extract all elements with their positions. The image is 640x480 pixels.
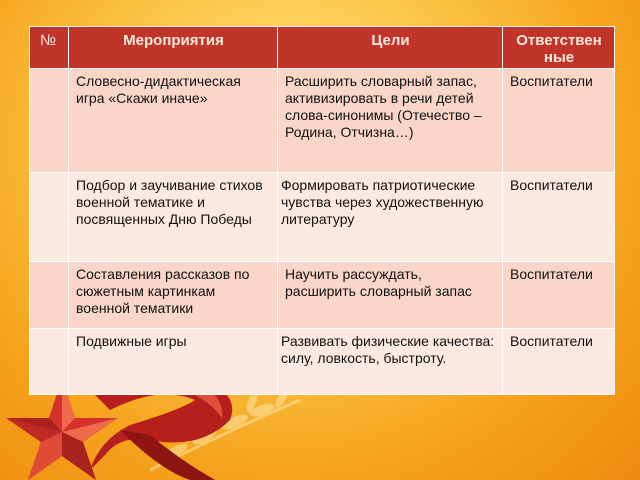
cell-responsible: Воспитатели — [503, 69, 615, 173]
cell-goal: Научить рассуждать, расширить словарный запас — [278, 262, 503, 329]
table-row — [30, 69, 615, 173]
cell-event: Составления рассказов по сюжетным картинкам военной тематики — [69, 262, 278, 329]
cell-event: Словесно-дидактическая игра «Скажи иначе» — [69, 69, 278, 173]
cell-number — [30, 69, 69, 173]
table-row — [30, 262, 615, 329]
events-table — [29, 26, 615, 395]
table-header-row — [30, 27, 615, 69]
cell-goal: Формировать патриотические чувства через художественную литературу — [278, 173, 503, 262]
header-responsible: Ответствен ные — [503, 27, 615, 69]
header-goals: Цели — [278, 27, 503, 69]
laurel-branch-icon — [150, 386, 300, 470]
cell-event: Подбор и заучивание стихов военной тематике и посвященных Дню Победы — [69, 173, 278, 262]
cell-responsible: Воспитатели — [503, 173, 615, 262]
cell-goal: Развивать физические качества: силу, ловкость, быстроту. — [278, 329, 503, 395]
cell-responsible: Воспитатели — [503, 262, 615, 329]
cell-event: Подвижные игры — [69, 329, 278, 395]
table-row — [30, 329, 615, 395]
cell-goal: Расширить словарный запас, активизировать в речи детей слова-синонимы (Отечество – Родина, Отчизна…) — [278, 69, 503, 173]
cell-number — [30, 262, 69, 329]
cell-number — [30, 173, 69, 262]
header-events: Мероприятия — [69, 27, 278, 69]
table-row — [30, 173, 615, 262]
header-number: № — [30, 27, 69, 69]
cell-responsible: Воспитатели — [503, 329, 615, 395]
cell-number — [30, 329, 69, 395]
